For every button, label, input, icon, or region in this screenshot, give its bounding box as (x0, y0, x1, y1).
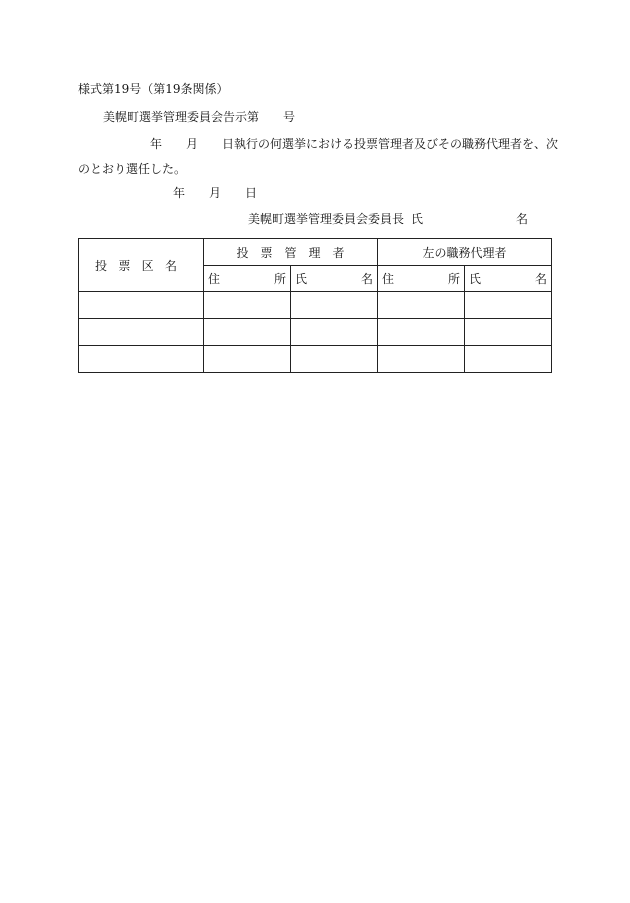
table-row (79, 346, 552, 373)
election-official-table (78, 238, 552, 373)
table-cell (465, 292, 552, 319)
header-district-name: 投 票 区 名 (79, 239, 204, 292)
table-cell (465, 319, 552, 346)
table-cell (291, 319, 378, 346)
table-cell (291, 346, 378, 373)
notice-title: 美幌町選挙管理委員会告示第 号 (103, 110, 296, 124)
body-line-2: のとおり選任した。 (78, 162, 187, 176)
header-polling-manager: 投 票 管 理 者 (204, 239, 378, 266)
table-cell (79, 292, 204, 319)
body-line-1: 年 月 日執行の何選挙における投票管理者及びその職務代理者を、次 (150, 137, 559, 151)
table-row (79, 319, 552, 346)
table-cell (79, 319, 204, 346)
table-cell (378, 292, 465, 319)
subheader-deputy-address: 住 所 (378, 266, 465, 292)
header-deputy: 左の職務代理者 (378, 239, 552, 266)
subheader-deputy-name: 氏 名 (465, 266, 552, 292)
table-row (79, 292, 552, 319)
table-cell (378, 346, 465, 373)
table-cell (291, 292, 378, 319)
table-cell (378, 319, 465, 346)
table-cell (465, 346, 552, 373)
table-cell (204, 292, 291, 319)
date-line: 年 月 日 (173, 186, 258, 200)
table-cell (79, 346, 204, 373)
form-number: 様式第19号（第19条関係） (78, 82, 229, 96)
signature-name-prefix: 氏 (411, 212, 424, 226)
subheader-manager-address: 住 所 (204, 266, 291, 292)
subheader-manager-name: 氏 名 (291, 266, 378, 292)
table-cell (204, 346, 291, 373)
signature-name-suffix: 名 (516, 212, 529, 226)
signature-title: 美幌町選挙管理委員会委員長 (248, 212, 405, 226)
table-cell (204, 319, 291, 346)
